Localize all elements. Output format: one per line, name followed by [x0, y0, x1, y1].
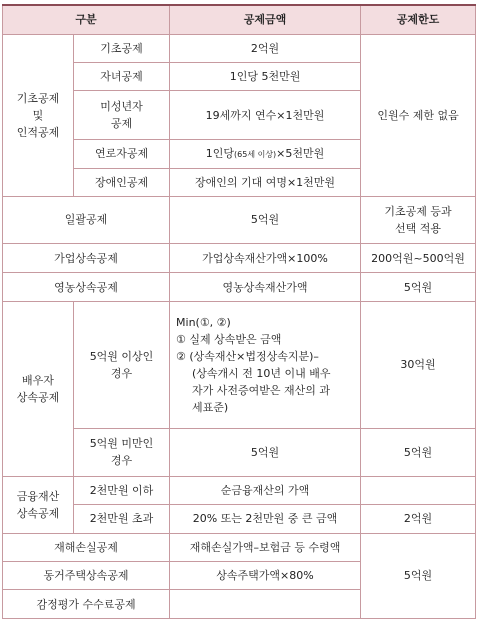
basic-group-name: 기초공제 및 인적공제 — [3, 34, 74, 197]
row-amount: 2억원 — [170, 34, 361, 62]
table-row — [3, 243, 476, 272]
header-limit: 공제한도 — [361, 5, 476, 34]
row-label: 2천만원 초과 — [74, 505, 170, 533]
row-amount: 5억원 — [170, 197, 361, 244]
row-amount: 1인당 5천만원 — [170, 62, 361, 90]
table-row — [3, 505, 476, 533]
row-label: 자녀공제 — [74, 62, 170, 90]
deduction-table — [2, 4, 476, 619]
table-row — [3, 34, 476, 62]
row-amount: 20% 또는 2천만원 중 큰 금액 — [170, 505, 361, 533]
row-label: 미성년자 공제 — [74, 91, 170, 140]
row-label: 장애인공제 — [74, 168, 170, 196]
row-label: 5억원 미만인 경우 — [74, 428, 170, 476]
row-amount: 5억원 — [170, 428, 361, 476]
row-label: 동거주택상속공제 — [3, 561, 170, 589]
row-label: 가업상속공제 — [3, 243, 170, 272]
header-amount: 공제금액 — [170, 5, 361, 34]
row-limit: 5억원 — [361, 273, 476, 301]
row-amount: 영농상속재산가액 — [170, 273, 361, 301]
row-amount: 1인당(65세 이상)×5천만원 — [170, 140, 361, 168]
table-row — [3, 197, 476, 244]
row-amount: 상속주택가액×80% — [170, 561, 361, 589]
row-label: 재해손실공제 — [3, 533, 170, 561]
table-row — [3, 428, 476, 476]
row-limit: 30억원 — [361, 301, 476, 428]
spouse-group-name: 배우자 상속공제 — [3, 301, 74, 476]
table-row — [3, 476, 476, 504]
row-amount: 재해손실가액–보험금 등 수령액 — [170, 533, 361, 561]
row-limit: 2억원 — [361, 505, 476, 533]
row-label: 5억원 이상인 경우 — [74, 301, 170, 428]
basic-group-limit: 인원수 제한 없음 — [361, 34, 476, 197]
row-limit: 5억원 — [361, 428, 476, 476]
row-amount: 가업상속재산가액×100% — [170, 243, 361, 272]
header-category: 구분 — [3, 5, 170, 34]
row-label: 기초공제 — [74, 34, 170, 62]
table-row — [3, 301, 476, 428]
row-amount: 장애인의 기대 여명×1천만원 — [170, 168, 361, 196]
row-amount: 순금융재산의 가액 — [170, 476, 361, 504]
row-amount: Min(①, ②) ① 실제 상속받은 금액 ② (상속재산×법정상속지분)– (상속개시 전 10년 이내 배우 자가 사전증여받은 재산의 과 세표준) — [170, 301, 361, 428]
row-amount — [170, 590, 361, 619]
row-limit: 200억원~500억원 — [361, 243, 476, 272]
row-amount: 19세까지 연수×1천만원 — [170, 91, 361, 140]
row-label: 영농상속공제 — [3, 273, 170, 301]
table-row — [3, 533, 476, 561]
row-limit: 기초공제 등과 선택 적용 — [361, 197, 476, 244]
row-label: 연로자공제 — [74, 140, 170, 168]
row-limit — [361, 476, 476, 504]
financial-group-name: 금융재산 상속공제 — [3, 476, 74, 533]
cohabit-limit: 5억원 — [361, 533, 476, 619]
row-label: 일괄공제 — [3, 197, 170, 244]
row-label: 감정평가 수수료공제 — [3, 590, 170, 619]
header-row — [3, 5, 476, 34]
table-row — [3, 273, 476, 301]
row-label: 2천만원 이하 — [74, 476, 170, 504]
